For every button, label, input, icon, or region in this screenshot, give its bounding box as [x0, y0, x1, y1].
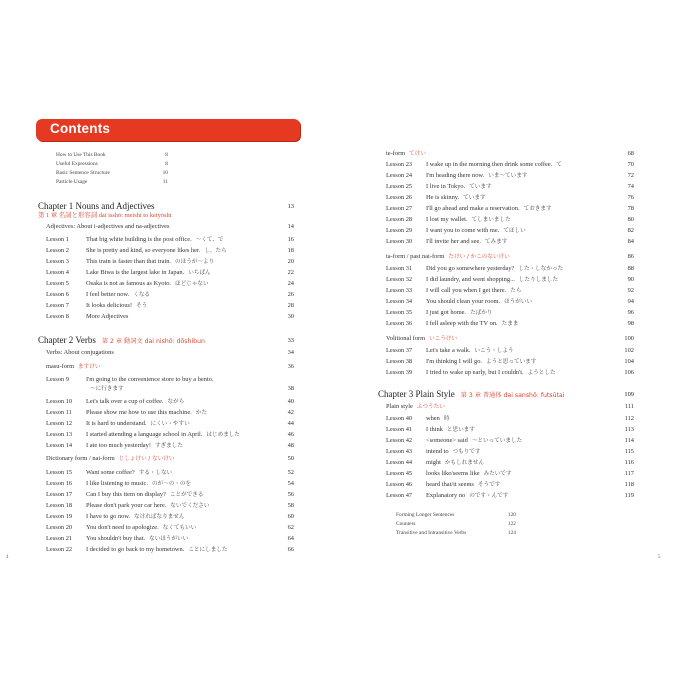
masu-form-section-title: masu-form: [46, 363, 75, 370]
page-number: 33: [287, 337, 294, 344]
lesson-title: I feel better now. くなる: [86, 291, 151, 298]
lesson-label: Lesson 19: [46, 513, 73, 520]
lesson-title: Please show me how to use this machine. かた: [86, 409, 207, 416]
lesson-title: You don't need to apologize. なくてもいい: [86, 524, 197, 531]
page-number: 62: [287, 524, 294, 531]
volitional-section-title: Volitional form: [386, 335, 426, 342]
back-matter-title: Forming Longer Sentences: [396, 512, 455, 518]
lesson-title: Can I buy this item on display? ことができる: [86, 491, 204, 498]
front-matter-item: [56, 170, 168, 177]
page-number: 98: [627, 320, 634, 327]
page-number: 94: [627, 298, 634, 305]
lesson-title: It looks delicious! そう: [86, 302, 148, 309]
lesson-label: Lesson 17: [46, 491, 73, 498]
lesson-title: It is hard to understand. にくい・やすい: [86, 420, 190, 427]
dictionary-form-section-jp: じしょけい / ないけい: [118, 456, 175, 462]
page-number: 76: [627, 194, 634, 201]
lesson-title: I lost my wallet. てしまいました: [426, 216, 511, 223]
page-number: 64: [287, 535, 294, 542]
page-number: 11: [162, 179, 168, 185]
lesson-grammar: ておきます: [523, 206, 552, 212]
lesson-title: I have to go now. なければなりません: [86, 513, 185, 520]
lesson-label: Lesson 1: [46, 236, 69, 243]
lesson-grammar: てほしい: [503, 228, 526, 234]
lesson-grammar: ています: [463, 195, 486, 201]
lesson-label: Lesson 38: [386, 358, 413, 365]
lesson-grammar: ようとした: [527, 370, 556, 376]
back-matter-item: [396, 521, 516, 528]
page-number: 30: [287, 313, 294, 320]
lesson-grammar: ことができる: [169, 492, 204, 498]
page-number: 78: [627, 205, 634, 212]
page-number: 36: [287, 363, 294, 370]
lesson-label: Lesson 46: [386, 481, 413, 488]
lesson-title: Did you go somewhere yesterday? した・しなかった: [426, 265, 564, 272]
lesson-grammar: ようと思っています: [486, 359, 537, 365]
lesson-grammar: みたいです: [483, 471, 512, 477]
plain-style-section-title: Plain style: [386, 403, 413, 410]
front-matter-title: Basic Sentence Structure: [56, 170, 110, 176]
lesson-label: Lesson 12: [46, 420, 73, 427]
page-number: 8: [165, 161, 168, 167]
lesson-grammar: ながら: [167, 399, 185, 405]
lesson-label: Lesson 6: [46, 291, 69, 298]
lesson-title: I decided to go back to my hometown. ことにしました: [86, 546, 228, 553]
lesson-label: Lesson 37: [386, 347, 413, 354]
page-number: 10: [162, 170, 168, 176]
page-number: 102: [624, 347, 634, 354]
page-number: 16: [287, 236, 294, 243]
lesson-label: Lesson 31: [386, 265, 413, 272]
page-number: 86: [627, 253, 634, 260]
lesson-title: Lake Biwa is the largest lake in Japan. いちばん: [86, 269, 211, 276]
book-spread: [0, 107, 679, 569]
lesson-title: I'm thinking I will go. ようと思っています: [426, 358, 537, 365]
lesson-label: Lesson 22: [46, 546, 73, 553]
page-number: 109: [624, 391, 634, 398]
lesson-title: <someone> said ～といっていました: [426, 437, 523, 444]
lesson-title: You should clean your room. ほうがいい: [426, 298, 533, 305]
lesson-label: Lesson 25: [386, 183, 413, 190]
page-number: 106: [624, 369, 634, 376]
lesson-grammar: した・しなかった: [518, 266, 564, 272]
lesson-label: Lesson 34: [386, 298, 413, 305]
lesson-title: I'm heading there now. いま～ています: [426, 172, 528, 179]
page-number: 111: [624, 403, 634, 410]
lesson-title: I'll invite her and see. てみます: [426, 238, 508, 245]
lesson-title: I fell asleep with the TV on. たまま: [426, 320, 519, 327]
lesson-label: Lesson 9: [46, 376, 69, 383]
adjectives-section: [46, 223, 294, 231]
front-matter-title: Particle Usage: [56, 179, 88, 185]
lesson-grammar: ことにしました: [188, 547, 228, 553]
lesson-grammar: いま～ています: [488, 173, 528, 179]
lesson-label: Lesson 26: [386, 194, 413, 201]
ta-form-section-jp: たけい / かこのないけい: [448, 254, 510, 260]
page-number: 20: [287, 258, 294, 265]
page-number: 26: [287, 291, 294, 298]
page-number: 44: [287, 420, 294, 427]
lesson-grammar: と思います: [446, 427, 475, 433]
lesson-label: Lesson 43: [386, 448, 413, 455]
lesson-grammar: ～くて、で: [195, 237, 224, 243]
lesson-title: [86, 385, 124, 393]
volitional-section-jp: いこうけい: [429, 336, 458, 342]
front-matter-item: [56, 152, 168, 159]
lesson-label: Lesson 4: [46, 269, 69, 276]
lesson-label: Lesson 13: [46, 431, 73, 438]
page-number: 116: [624, 459, 634, 466]
page-number: 72: [627, 172, 634, 179]
lesson-label: Lesson 3: [46, 258, 69, 265]
page-number: 42: [287, 409, 294, 416]
lesson-grammar: たら: [510, 288, 522, 294]
lesson-title: I will call you when I get there. たら: [426, 287, 522, 294]
page-number: 124: [507, 530, 516, 536]
page-number: 34: [287, 349, 294, 356]
lesson-grammar: かた: [195, 410, 207, 416]
lesson-title: Explanatory no のです・んです: [426, 492, 509, 499]
lesson-label: Lesson 32: [386, 276, 413, 283]
lesson-label: Lesson 2: [46, 247, 69, 254]
lesson-title: I'm going to the convenience store to buy a bento.: [86, 376, 214, 383]
lesson-label: Lesson 35: [386, 309, 413, 316]
front-matter-item: [56, 179, 168, 186]
lesson-label: Lesson 5: [46, 280, 69, 287]
page-number: 46: [287, 431, 294, 438]
masu-form-section-jp: ますけい: [78, 364, 101, 370]
lesson-title: I ate too much yesterday! すぎました: [86, 442, 183, 449]
lesson-title: I just got home. たばかり: [426, 309, 493, 316]
lesson-grammar: たばかり: [470, 310, 493, 316]
lesson-grammar: し、たら: [204, 248, 227, 254]
ta-form-section-title: ta-form / past nai-form: [386, 253, 445, 260]
page-number: 82: [627, 227, 634, 234]
lesson-grammar: てみます: [484, 239, 508, 245]
verbs-section-title: Verbs: About conjugations: [46, 349, 114, 356]
lesson-label: Lesson 44: [386, 459, 413, 466]
lesson-grammar: のです・んです: [469, 493, 509, 499]
chapter-2-heading: [38, 335, 294, 347]
lesson-title: Let's take a walk. いこう・しよう: [426, 347, 514, 354]
lesson-title: I like listening to music. のが～の・のを: [86, 480, 192, 487]
lesson-title: She is pretty and kind, so everyone likes her. し、たら: [86, 247, 227, 254]
lesson-title: I tried to wake up early, but I couldn't. ようとした: [426, 369, 556, 376]
page-number: 24: [287, 280, 294, 287]
plain-style-section: [386, 403, 634, 411]
front-matter-title: How to Use This Book: [56, 152, 106, 158]
lesson-title: Let's talk over a cup of coffee. ながら: [86, 398, 185, 405]
lesson-title: when 時: [426, 415, 450, 422]
lesson-label: Lesson 27: [386, 205, 413, 212]
lesson-grammar: かもしれません: [444, 460, 485, 466]
te-form-section: [386, 150, 634, 158]
page-number: 92: [627, 287, 634, 294]
page-number: 14: [287, 223, 294, 230]
lesson-title: might かもしれません: [426, 459, 485, 466]
lesson-title: intend to つもりです: [426, 448, 481, 455]
lesson-label: Lesson 39: [386, 369, 413, 376]
lesson-label: Lesson 18: [46, 502, 73, 509]
page-number: 50: [287, 455, 294, 462]
lesson-title: I live in Tokyo. ています: [426, 183, 492, 190]
chapter-3-jp-title: 第 3 章 普通体 dai sanshō: futsūtai: [460, 392, 565, 399]
lesson-grammar: くなる: [133, 292, 151, 298]
page-number: 52: [287, 469, 294, 476]
lesson-grammar: すぎました: [154, 443, 183, 449]
lesson-grammar: ないでください: [170, 503, 210, 509]
lesson-label: Lesson 36: [386, 320, 413, 327]
lesson-label: Lesson 11: [46, 409, 72, 416]
lesson-label: Lesson 47: [386, 492, 413, 499]
lesson-title: Want some coffee? する・しない: [86, 469, 173, 476]
lesson-title: I started attending a language school in April. はじめました: [86, 431, 240, 438]
lesson-grammar: なければなりません: [134, 514, 185, 520]
verbs-section: [46, 349, 294, 357]
back-matter-item: [396, 530, 516, 537]
plain-style-section-jp: ふつうたい: [416, 404, 445, 410]
lesson-title: I'll go ahead and make a reservation. ておきます: [426, 205, 552, 212]
page-number: 66: [287, 546, 294, 553]
page-number: 70: [627, 161, 634, 168]
adjectives-section-title: Adjectives: About i-adjectives and na-adjectives: [46, 223, 170, 230]
lesson-grammar: いちばん: [188, 270, 211, 276]
lesson-grammar: そうです: [477, 482, 501, 488]
lesson-grammar: つもりです: [452, 449, 481, 455]
chapter-2-title: Chapter 2 Verbs: [38, 335, 96, 345]
page-number: 40: [287, 398, 294, 405]
right-page: [340, 107, 679, 569]
page-number: 104: [624, 358, 634, 365]
lesson-title: He is skinny. ています: [426, 194, 486, 201]
lesson-label: Lesson 20: [46, 524, 73, 531]
lesson-grammar: ～といっていました: [471, 438, 523, 444]
lesson-label: Lesson 16: [46, 480, 73, 487]
te-form-section-title: te-form: [386, 150, 406, 157]
dictionary-form-section: [46, 455, 294, 463]
lesson-grammar: はじめました: [206, 432, 240, 438]
lesson-label: Lesson 29: [386, 227, 413, 234]
lesson-grammar: そう: [136, 303, 148, 309]
lesson-label: Lesson 45: [386, 470, 413, 477]
page-number: 90: [627, 276, 634, 283]
lesson-grammar: 時: [443, 416, 450, 422]
lesson-grammar: ないほうがいい: [149, 536, 189, 542]
masu-form-section: [46, 363, 294, 371]
page-number: 113: [624, 426, 634, 433]
page-number: 88: [627, 265, 634, 272]
lesson-grammar: したりしました: [518, 277, 559, 283]
page-number: 100: [624, 335, 634, 342]
page-number: 84: [627, 238, 634, 245]
page-number: 18: [287, 247, 294, 254]
lesson-label: Lesson 40: [386, 415, 413, 422]
lesson-label: Lesson 30: [386, 238, 413, 245]
page-number: 58: [287, 502, 294, 509]
lesson-label: Lesson 41: [386, 426, 413, 433]
page-number: 115: [624, 448, 634, 455]
lesson-title: I think と思います: [426, 426, 475, 433]
lesson-grammar: なくてもいい: [162, 525, 197, 531]
back-matter-title: Transitive and Intransitive Verbs: [396, 530, 467, 536]
lesson-grammar: いこう・しよう: [474, 348, 514, 354]
page-number: 22: [287, 269, 294, 276]
chapter-3-heading: [378, 389, 634, 401]
lesson-label: Lesson 28: [386, 216, 413, 223]
lesson-title: I want you to come with me. てほしい: [426, 227, 526, 234]
page-number: 96: [627, 309, 634, 316]
page-number: 120: [507, 512, 516, 518]
page-number: 56: [287, 491, 294, 498]
page-number: 80: [627, 216, 634, 223]
lesson-grammar: にくい・やすい: [150, 421, 190, 427]
lesson-title: Please don't park your car here. ないでください: [86, 502, 210, 509]
page-number: 48: [287, 442, 294, 449]
page-number: 112: [624, 415, 634, 422]
lesson-title: You shouldn't buy that. ないほうがいい: [86, 535, 189, 542]
lesson-title: That big white building is the post office. ～くて、で: [86, 236, 224, 243]
lesson-title: heard that/it seems そうです: [426, 481, 501, 488]
page-number: 118: [624, 481, 634, 488]
page-number: 8: [165, 152, 168, 158]
page-number-left: 4: [6, 555, 9, 560]
lesson-label: Lesson 10: [46, 398, 73, 405]
lesson-label: Lesson 8: [46, 313, 69, 320]
page-number: 54: [287, 480, 294, 487]
page-number: 13: [287, 203, 294, 210]
te-form-section-jp: てけい: [409, 151, 426, 157]
page-number: 38: [287, 385, 294, 392]
front-matter-title: Useful Expressions: [56, 161, 98, 167]
lesson-label: Lesson 33: [386, 287, 413, 294]
lesson-grammar: たまま: [501, 321, 519, 327]
lesson-grammar: する・しない: [138, 470, 173, 476]
left-page: [0, 107, 340, 569]
lesson-label: Lesson 14: [46, 442, 73, 449]
back-matter-title: Counters: [396, 521, 416, 527]
page-number: 114: [624, 437, 634, 444]
lesson-grammar: ています: [469, 184, 492, 190]
lesson-grammar: ほどじゃない: [175, 281, 209, 287]
chapter-3-title: Chapter 3 Plain Style: [378, 389, 455, 399]
lesson-label: Lesson 24: [386, 172, 413, 179]
lesson-label: Lesson 42: [386, 437, 413, 444]
back-matter-item: [396, 512, 516, 519]
volitional-section: [386, 335, 634, 343]
page-number: 119: [624, 492, 634, 499]
lesson-title: I did laundry, and went shopping... したりしました: [426, 276, 559, 283]
lesson-label: Lesson 23: [386, 161, 413, 168]
chapter-1-jp-title: 第 1 章 名詞と形容詞 dai isshō: meishi to keiyōshi: [38, 212, 172, 219]
page-number: 117: [624, 470, 634, 477]
lesson-title: Osaka is not as famous as Kyoto. ほどじゃない: [86, 280, 209, 287]
chapter-2-jp-title: 第 2 章 動詞文 dai nishō: dōshibun: [101, 338, 205, 345]
lesson-grammar: のほうが～より: [175, 259, 215, 265]
page-number-right: 5: [658, 555, 661, 560]
lesson-label: Lesson 7: [46, 302, 69, 309]
lesson-grammar: て: [556, 162, 562, 168]
chapter-1-heading: [38, 201, 294, 211]
page-number: 122: [507, 521, 516, 527]
lesson-grammar: てしまいました: [471, 217, 511, 223]
lesson-title: looks like/seems like みたいです: [426, 470, 512, 477]
page-number: 28: [287, 302, 294, 309]
front-matter-item: [56, 161, 168, 168]
lesson-label: Lesson 15: [46, 469, 73, 476]
lesson-label: Lesson 21: [46, 535, 73, 542]
ta-form-section: [386, 253, 634, 261]
contents-title: Contents: [50, 121, 111, 136]
page-number: 74: [627, 183, 634, 190]
lesson-title: This train is faster than that train. のほうが～より: [86, 258, 215, 265]
page-number: 68: [627, 150, 634, 157]
dictionary-form-section-title: Dictionary form / nai-form: [46, 455, 115, 462]
lesson-title: More Adjectives: [86, 313, 129, 320]
page-number: 60: [287, 513, 294, 520]
lesson-grammar: ほうがいい: [504, 299, 533, 305]
lesson-grammar: のが～の・のを: [151, 481, 192, 487]
lesson-grammar: ～に行きます: [90, 386, 124, 392]
chapter-1-title: Chapter 1 Nouns and Adjectives: [38, 201, 155, 211]
contents-banner: [36, 119, 300, 141]
lesson-title: I wake up in the morning then drink some coffee. て: [426, 161, 562, 168]
